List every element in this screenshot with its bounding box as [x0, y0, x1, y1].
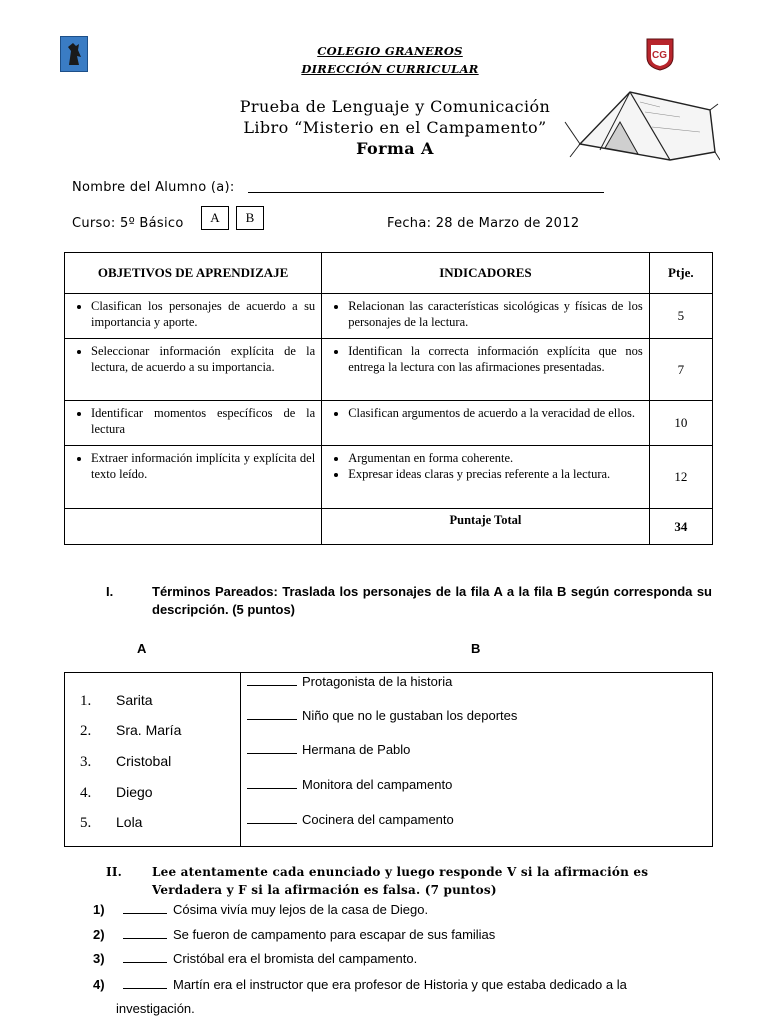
- answer-blank[interactable]: [247, 743, 297, 754]
- column-b-label: B: [471, 641, 481, 656]
- list-item: 1. Sarita: [80, 692, 153, 709]
- indicator-text: • Identifican la correcta información explícita que nos entrega la lectura con las afirmaciones presentadas.: [348, 343, 643, 375]
- tent-illustration: [560, 82, 720, 167]
- points-header: Ptje.: [649, 253, 712, 294]
- objective-text: • Identificar momentos específicos de la lectura: [91, 405, 315, 437]
- matching-divider: [240, 672, 241, 847]
- answer-blank[interactable]: [247, 778, 297, 789]
- test-title: Prueba de Lenguaje y Comunicación: [239, 97, 551, 116]
- list-item: 2. Sra. María: [80, 722, 182, 739]
- match-description: Monitora del campamento: [247, 777, 452, 792]
- table-row: [65, 294, 713, 339]
- match-description: Protagonista de la historia: [247, 674, 452, 689]
- school-name: COLEGIO GRANEROS: [317, 44, 463, 58]
- indicator-text: • Relacionan las características sicológicas y físicas de los personajes de la lectura.: [348, 298, 643, 330]
- question-continuation: investigación.: [116, 1001, 195, 1016]
- course-label: Curso: 5º Básico: [72, 216, 184, 231]
- table-row: [65, 339, 713, 401]
- objective-text: • Extraer información implícita y explícita del texto leído.: [91, 450, 315, 482]
- total-row: [65, 509, 713, 545]
- column-a-label: A: [137, 641, 147, 656]
- department-name: DIRECCIÓN CURRICULAR: [301, 62, 479, 76]
- indicator-text: • Argumentan en forma coherente.: [348, 450, 643, 466]
- answer-blank[interactable]: [123, 978, 167, 989]
- points-cell: 10: [649, 401, 712, 446]
- table-row: [65, 446, 713, 509]
- answer-blank[interactable]: [123, 928, 167, 939]
- objectives-table: [64, 252, 713, 545]
- section2-instructions-line2: Verdadera y F si la afirmación es falsa. (7 puntos): [152, 883, 497, 897]
- points-cell: 5: [649, 294, 712, 339]
- match-description: Cocinera del campamento: [247, 812, 454, 827]
- objectives-header: OBJETIVOS DE APRENDIZAJE: [65, 253, 322, 294]
- date-label: Fecha: 28 de Marzo de 2012: [387, 216, 580, 231]
- question-item: 1) Cósima vivía muy lejos de la casa de Diego.: [93, 902, 429, 917]
- section2-instructions-line1: Lee atentamente cada enunciado y luego responde V si la afirmación es: [152, 865, 649, 879]
- question-item: 4) Martín era el instructor que era profesor de Historia y que estaba dedicado a la: [93, 977, 627, 992]
- student-name-label: Nombre del Alumno (a):: [72, 180, 235, 195]
- school-crest: [645, 37, 675, 71]
- list-item: 5. Lola: [80, 814, 143, 831]
- indicators-header: INDICADORES: [322, 253, 650, 294]
- course-option-a[interactable]: A: [201, 206, 229, 230]
- points-cell: 12: [649, 446, 712, 509]
- section1-number: I.: [106, 584, 114, 599]
- list-item: 4. Diego: [80, 784, 153, 801]
- indicator-text: • Clasifican argumentos de acuerdo a la veracidad de ellos.: [348, 405, 643, 421]
- student-name-field[interactable]: [248, 192, 604, 193]
- answer-blank[interactable]: [247, 709, 297, 720]
- table-header-row: [65, 253, 713, 294]
- match-description: Hermana de Pablo: [247, 742, 410, 757]
- section1-instructions: Términos Pareados: Traslada los personajes de la fila A a la fila B según corresponda su descripción. (5 puntos): [152, 584, 712, 617]
- objective-text: • Seleccionar información explícita de la lectura, de acuerdo a su importancia.: [91, 343, 315, 375]
- form-label: Forma A: [356, 139, 434, 158]
- course-option-b[interactable]: B: [236, 206, 264, 230]
- figure-icon: [61, 37, 87, 71]
- section2-number: II.: [106, 865, 123, 879]
- question-item: 2) Se fueron de campamento para escapar de sus familias: [93, 927, 496, 942]
- tent-icon: [560, 82, 720, 167]
- total-label: Puntaje Total: [322, 509, 650, 545]
- question-item: 3) Cristóbal era el bromista del campamento.: [93, 951, 418, 966]
- answer-blank[interactable]: [247, 675, 297, 686]
- table-row: [65, 401, 713, 446]
- answer-blank[interactable]: [123, 952, 167, 963]
- answer-blank[interactable]: [247, 813, 297, 824]
- total-points: 34: [649, 509, 712, 545]
- match-description: Niño que no le gustaban los deportes: [247, 708, 517, 723]
- book-title: Libro “Misterio en el Campamento”: [243, 118, 547, 137]
- objective-text: • Clasifican los personajes de acuerdo a su importancia y aporte.: [91, 298, 315, 330]
- answer-blank[interactable]: [123, 903, 167, 914]
- points-cell: 7: [649, 339, 712, 401]
- crest-letters: CG: [652, 50, 667, 61]
- list-item: 3. Cristobal: [80, 753, 172, 770]
- indicator-text: • Expresar ideas claras y precias referente a la lectura.: [348, 466, 643, 482]
- school-logo-left: [60, 36, 88, 72]
